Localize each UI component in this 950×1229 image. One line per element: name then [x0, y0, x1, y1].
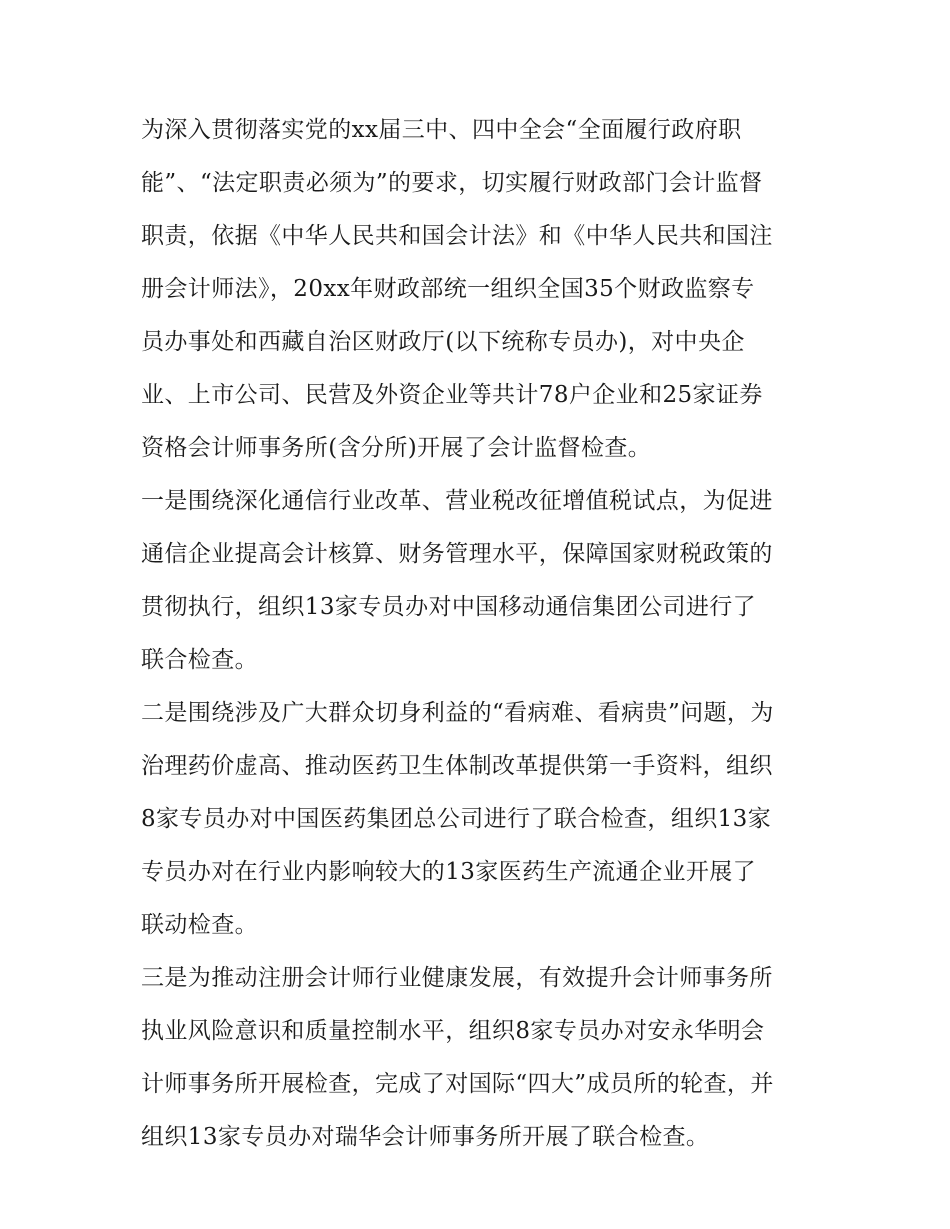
- text-line: 职责，依据《中华人民共和国会计法》和《中华人民共和国注: [141, 223, 773, 249]
- text-line: 计师事务所开展检查，完成了对国际“四大”成员所的轮查，并: [141, 1071, 774, 1097]
- text-line: 组织13家专员办对瑞华会计师事务所开展了联合检查。: [141, 1124, 710, 1150]
- text-line: 能”、“法定职责必须为”的要求，切实履行财政部门会计监督: [141, 170, 763, 196]
- text-line: 册会计师法》，20xx年财政部统一组织全国35个财政监察专: [141, 276, 755, 302]
- text-line: 贯彻执行，组织13家专员办对中国移动通信集团公司进行了: [141, 594, 757, 620]
- text-line: 三是为推动注册会计师行业健康发展，有效提升会计师事务所: [141, 965, 773, 991]
- text-line: 通信企业提高会计核算、财务管理水平，保障国家财税政策的: [141, 541, 773, 567]
- text-line: 执业风险意识和质量控制水平，组织8家专员办对安永华明会: [141, 1018, 765, 1044]
- text-line: 一是围绕深化通信行业改革、营业税改征增值税试点，为促进: [141, 488, 773, 514]
- document-body: [141, 104, 813, 1164]
- text-line: 资格会计师事务所(含分所)开展了会计监督检查。: [141, 435, 652, 461]
- text-line: 员办事处和西藏自治区财政厅(以下统称专员办)，对中央企: [141, 329, 745, 355]
- paragraph-intro: [141, 104, 813, 475]
- text-line: 二是围绕涉及广大群众切身利益的“看病难、看病贵”问题，为: [141, 700, 774, 726]
- text-line: 联合检查。: [141, 647, 258, 673]
- text-line: 为深入贯彻落实党的xx届三中、四中全会“全面履行政府职: [141, 117, 742, 143]
- text-line: 治理药价虚高、推动医药卫生体制改革提供第一手资料，组织: [141, 753, 773, 779]
- text-line: 联动检查。: [141, 912, 258, 938]
- text-line: 业、上市公司、民营及外资企业等共计78户企业和25家证券: [141, 382, 763, 408]
- paragraph-second-point: [141, 687, 813, 952]
- paragraph-third-point: [141, 952, 813, 1164]
- text-line: 专员办对在行业内影响较大的13家医药生产流通企业开展了: [141, 859, 757, 885]
- text-line: 8家专员办对中国医药集团总公司进行了联合检查，组织13家: [141, 806, 772, 832]
- paragraph-first-point: [141, 475, 813, 687]
